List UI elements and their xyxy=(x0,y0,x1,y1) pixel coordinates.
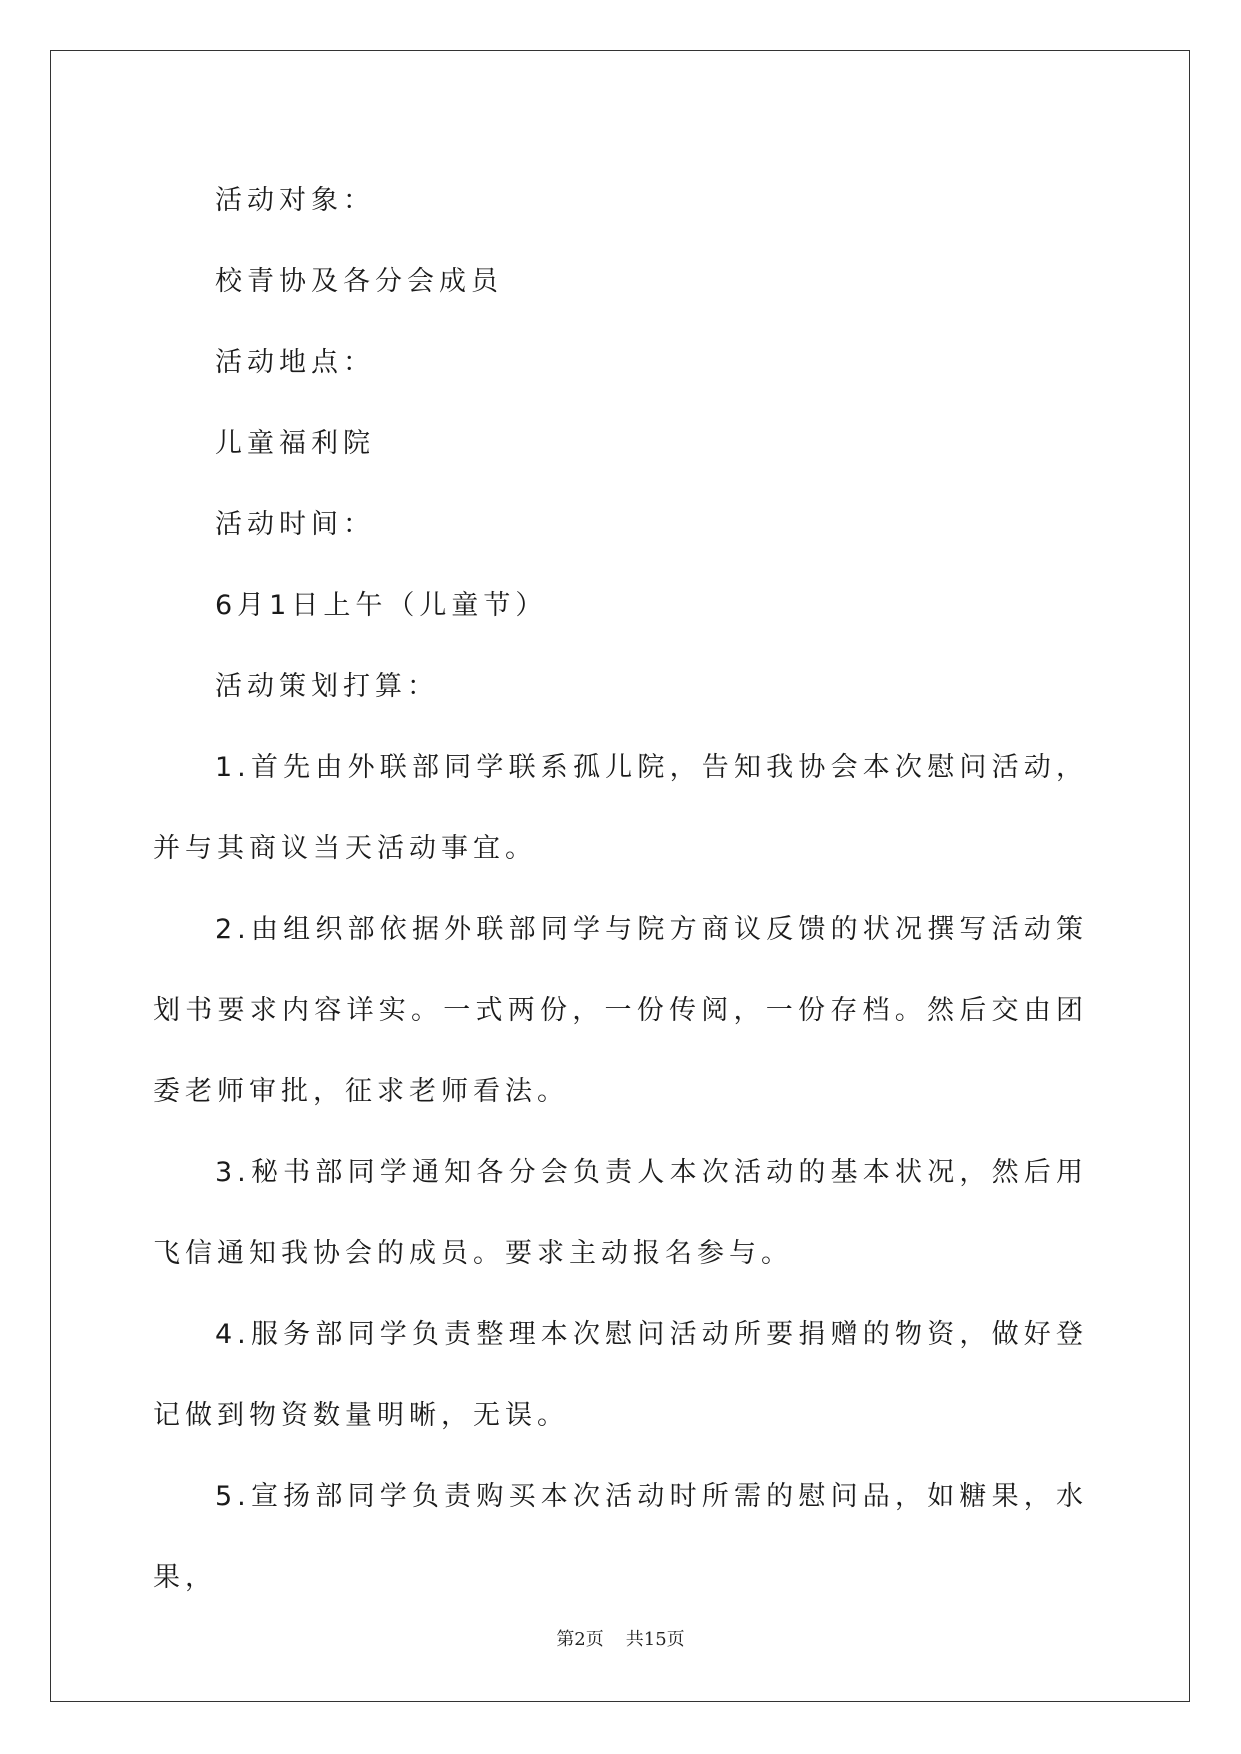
paragraph-activity-location-label: 活动地点： xyxy=(215,347,375,378)
paragraph-plan-step-2: 2.由组织部依据外联部同学与院方商议反馈的状况撰写活动策划书要求内容详实。一式两份，一份传阅，一份存档。然后交由团委老师审批，征求老师看法。 xyxy=(153,914,1088,1107)
paragraph-plan-step-5: 5.宣扬部同学负责购买本次活动时所需的慰问品，如糖果，水果， xyxy=(153,1481,1088,1593)
page-number: 第2页 xyxy=(556,1629,604,1650)
paragraph-activity-location-value: 儿童福利院 xyxy=(215,428,375,459)
document-body xyxy=(153,160,1088,1618)
paragraph-activity-target-value: 校青协及各分会成员 xyxy=(215,266,503,297)
paragraph-activity-time-value: 6月1日上午（儿童节） xyxy=(215,590,548,621)
paragraph-plan-step-1: 1.首先由外联部同学联系孤儿院，告知我协会本次慰问活动，并与其商议当天活动事宜。 xyxy=(153,752,1088,864)
page-footer xyxy=(0,1625,1241,1651)
paragraph-activity-time-label: 活动时间： xyxy=(215,509,375,540)
paragraph-activity-plan-label: 活动策划打算： xyxy=(215,671,439,702)
page-total: 共15页 xyxy=(625,1629,685,1650)
paragraph-plan-step-4: 4.服务部同学负责整理本次慰问活动所要捐赠的物资，做好登记做到物资数量明晰，无误。 xyxy=(153,1319,1088,1431)
paragraph-activity-target-label: 活动对象： xyxy=(215,185,375,216)
paragraph-plan-step-3: 3.秘书部同学通知各分会负责人本次活动的基本状况，然后用飞信通知我协会的成员。要求主动报名参与。 xyxy=(153,1157,1088,1269)
